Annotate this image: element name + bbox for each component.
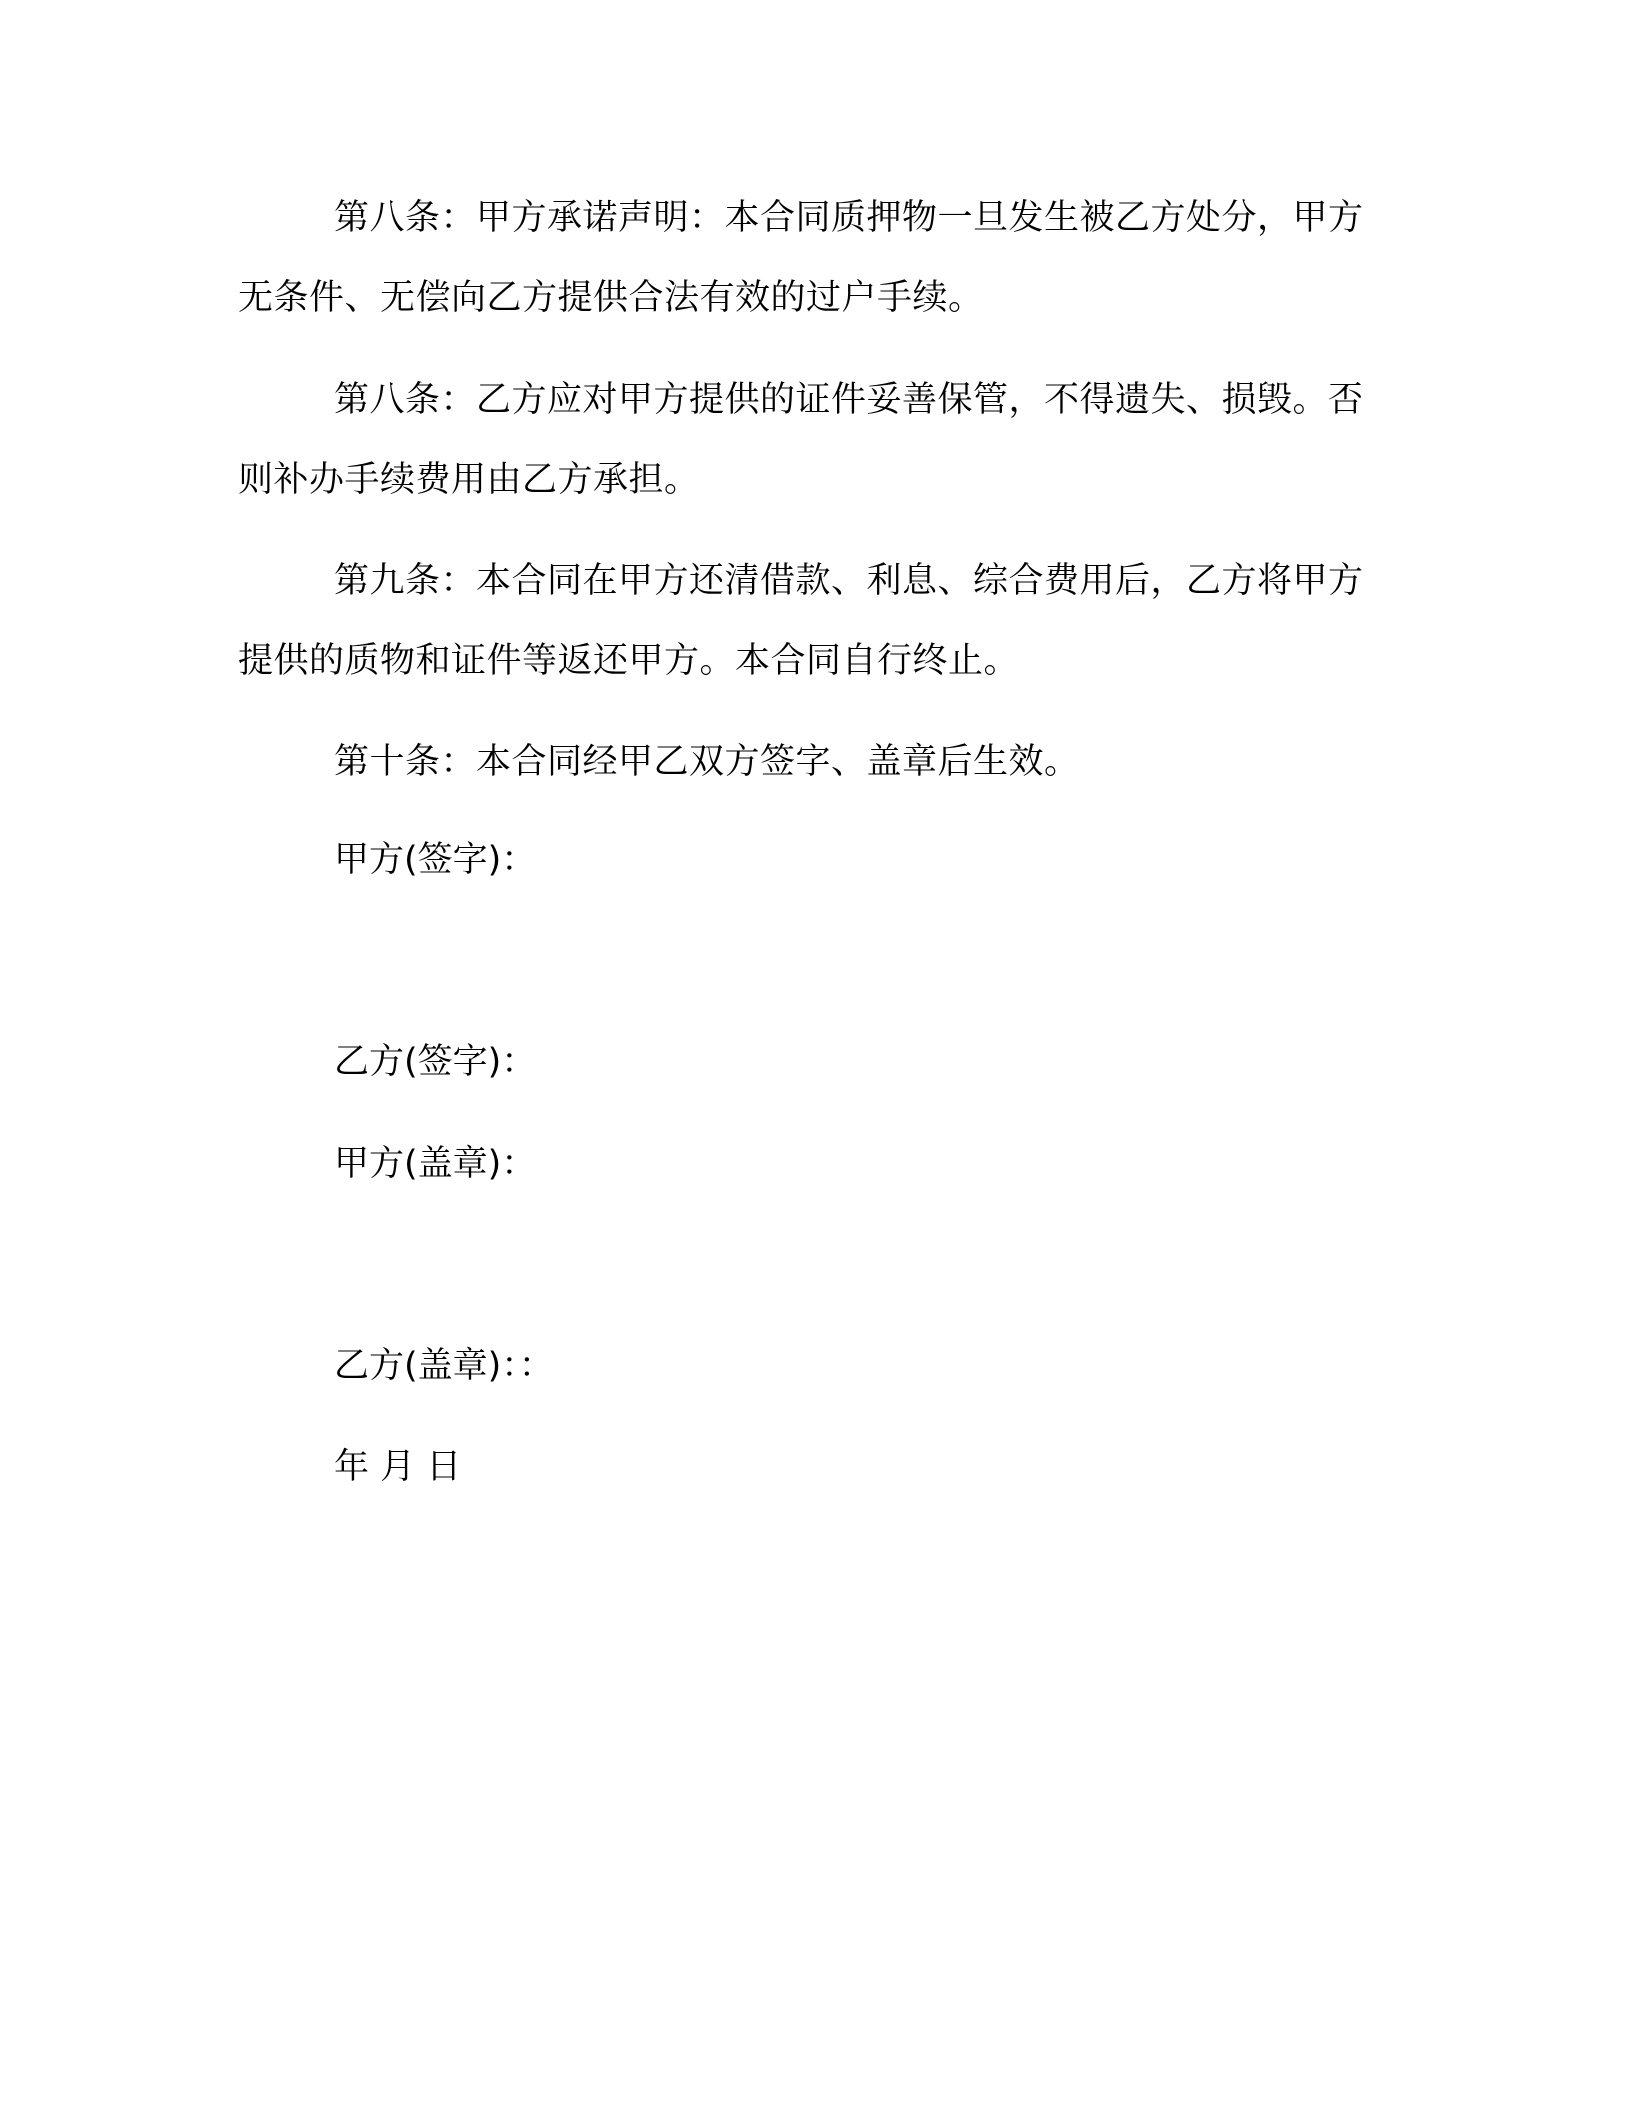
clause-8-b-text: 第八条：乙方应对甲方提供的证件妥善保管，不得遗失、损毁。否则补办手续费用由乙方承担。 [238,380,1364,500]
party-b-signature-label: 乙方(签字)： [334,1042,537,1082]
clause-8-a-text: 第八条：甲方承诺声明：本合同质押物一旦发生被乙方处分，甲方无条件、无偿向乙方提供合法有效的过户手续。 [238,198,1364,318]
party-a-signature-label: 甲方(签字)： [334,840,537,880]
clause-9-text: 第九条：本合同在甲方还清借款、利息、综合费用后，乙方将甲方提供的质物和证件等返还甲方。本合同自行终止。 [238,561,1364,681]
clause-10 [238,722,1374,802]
party-b-seal-label: 乙方(盖章)：： [334,1346,554,1386]
clause-10-text: 第十条：本合同经甲乙双方签字、盖章后生效。 [334,742,1080,782]
clause-8-a [238,178,1374,338]
date-line: 年 月 日 [334,1447,462,1487]
clause-8-b [238,360,1374,520]
clause-9 [238,541,1374,701]
party-a-seal-label: 甲方(盖章)： [334,1144,537,1184]
